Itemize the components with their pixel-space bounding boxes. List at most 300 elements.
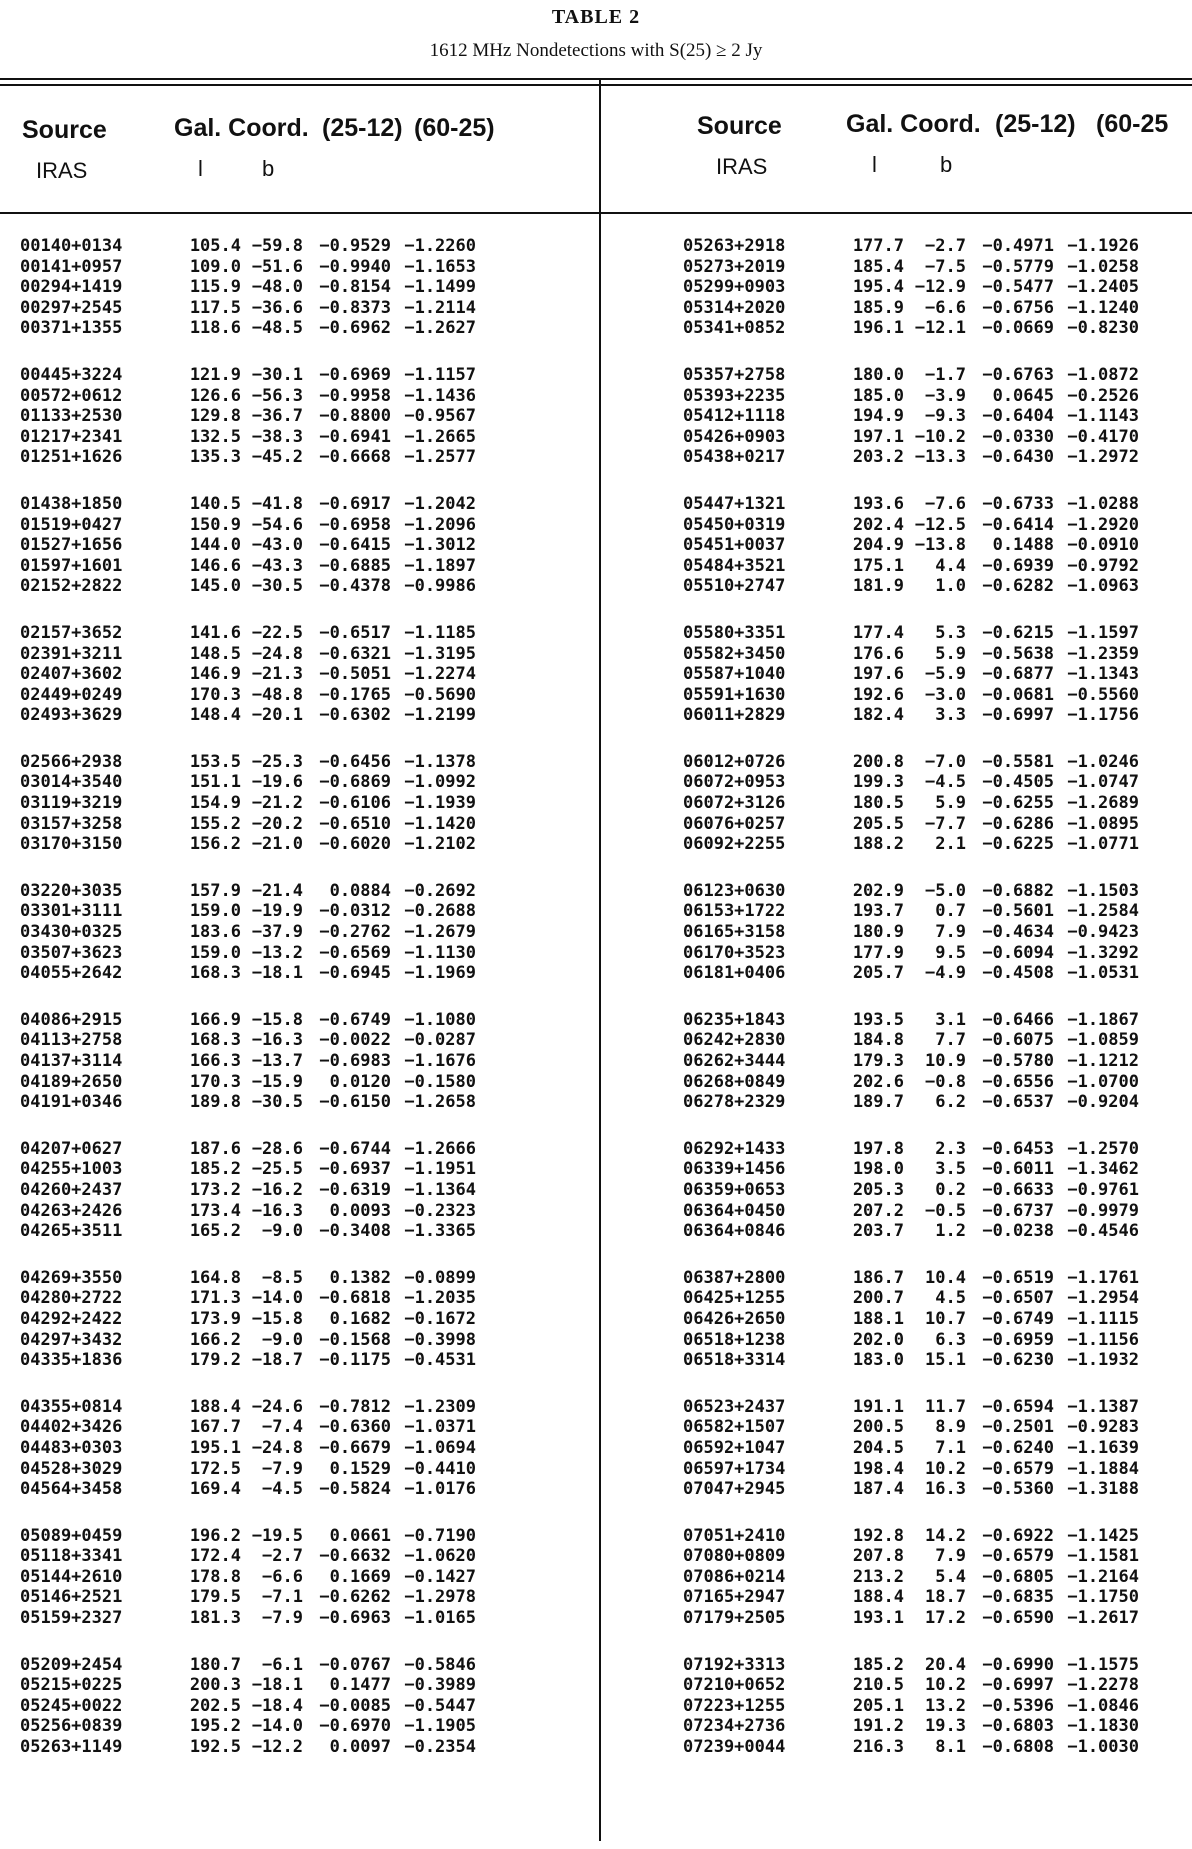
gal-l-cell: 203.2 xyxy=(852,447,904,468)
gal-b-cell: −0.8 xyxy=(925,1071,966,1092)
color-60-25-cell: −1.1951 xyxy=(404,1159,476,1180)
source-cell: 02157+3652 xyxy=(20,622,123,643)
row-group xyxy=(20,1139,580,1242)
color-25-12-cell: −0.6286 xyxy=(982,813,1054,834)
gal-l-cell: 200.7 xyxy=(852,1288,904,1309)
color-60-25-cell: −1.1499 xyxy=(404,277,476,298)
source-cell: 00294+1419 xyxy=(20,277,123,298)
gal-l-cell: 205.5 xyxy=(852,813,904,834)
table-row xyxy=(20,901,580,922)
color-60-25-cell: −1.0771 xyxy=(1067,834,1139,855)
table-row xyxy=(683,901,1188,922)
color-60-25-cell: −1.1143 xyxy=(1067,406,1139,427)
color-25-12-cell: −0.6579 xyxy=(982,1546,1054,1567)
color-25-12-cell: −0.6150 xyxy=(319,1092,391,1113)
gal-b-cell: −41.8 xyxy=(251,493,303,514)
gal-b-cell: 20.4 xyxy=(925,1654,966,1675)
gal-l-cell: 185.2 xyxy=(852,1654,904,1675)
gal-b-cell: 7.9 xyxy=(935,922,966,943)
header-color-60-25-right: (60-25 xyxy=(1096,110,1169,138)
gal-l-cell: 126.6 xyxy=(189,385,241,406)
color-25-12-cell: 0.0884 xyxy=(329,880,391,901)
color-25-12-cell: −0.6302 xyxy=(319,705,391,726)
gal-b-cell: −7.4 xyxy=(262,1417,303,1438)
color-25-12-cell: −0.6106 xyxy=(319,793,391,814)
gal-b-cell: −7.5 xyxy=(925,256,966,277)
gal-b-cell: −10.2 xyxy=(914,426,966,447)
source-cell: 04191+0346 xyxy=(20,1092,123,1113)
source-cell: 06292+1433 xyxy=(683,1138,786,1159)
color-60-25-cell: −0.9204 xyxy=(1067,1092,1139,1113)
color-25-12-cell: −0.3408 xyxy=(319,1221,391,1242)
source-cell: 04263+2426 xyxy=(20,1200,123,1221)
gal-l-cell: 166.3 xyxy=(189,1051,241,1071)
gal-b-cell: −13.3 xyxy=(914,447,966,468)
source-cell: 01438+1850 xyxy=(20,493,123,514)
gal-b-cell: −30.5 xyxy=(251,576,303,597)
gal-l-cell: 202.9 xyxy=(852,880,904,901)
gal-b-cell: −2.7 xyxy=(262,1546,303,1567)
gal-b-cell: −59.8 xyxy=(251,236,303,256)
source-cell: 06278+2329 xyxy=(683,1092,786,1113)
table-subtitle: 1612 MHz Nondetections with S(25) ≥ 2 Jy xyxy=(429,40,763,61)
gal-l-cell: 175.1 xyxy=(852,555,904,576)
table-row xyxy=(683,623,1188,644)
gal-b-cell: 5.9 xyxy=(935,793,966,814)
gal-l-cell: 205.1 xyxy=(852,1695,904,1716)
source-cell: 06076+0257 xyxy=(683,813,786,834)
header-color-25-12-right: (25-12) xyxy=(995,110,1076,138)
gal-b-cell: −1.7 xyxy=(925,364,966,385)
color-25-12-cell: −0.6885 xyxy=(319,555,391,576)
gal-b-cell: 6.2 xyxy=(935,1092,966,1113)
gal-b-cell: −19.5 xyxy=(251,1525,303,1546)
color-25-12-cell: −0.6594 xyxy=(982,1396,1054,1417)
gal-l-cell: 173.9 xyxy=(189,1308,241,1329)
column-divider xyxy=(599,78,601,1841)
color-60-25-cell: −1.1676 xyxy=(404,1051,476,1071)
gal-b-cell: −48.8 xyxy=(251,684,303,705)
gal-l-cell: 184.8 xyxy=(852,1030,904,1051)
color-60-25-cell: −1.2920 xyxy=(1067,514,1139,535)
gal-l-cell: 195.2 xyxy=(189,1716,241,1737)
color-60-25-cell: −1.0992 xyxy=(404,772,476,793)
gal-l-cell: 200.3 xyxy=(189,1675,241,1696)
gal-l-cell: 169.4 xyxy=(189,1479,241,1500)
color-60-25-cell: −1.2359 xyxy=(1067,643,1139,664)
gal-l-cell: 183.6 xyxy=(189,922,241,943)
color-60-25-cell: −1.2577 xyxy=(404,447,476,468)
header-color-60-25: (60-25) xyxy=(414,114,495,142)
source-cell: 03301+3111 xyxy=(20,901,123,922)
gal-b-cell: −36.6 xyxy=(251,297,303,318)
gal-b-cell: −4.5 xyxy=(925,772,966,793)
row-group xyxy=(20,881,580,984)
source-cell: 06597+1734 xyxy=(683,1458,786,1479)
color-60-25-cell: −1.2658 xyxy=(404,1092,476,1113)
color-25-12-cell: −0.6963 xyxy=(319,1608,391,1629)
source-cell: 05393+2235 xyxy=(683,385,786,406)
color-25-12-cell: −0.6969 xyxy=(319,364,391,385)
gal-b-cell: −21.0 xyxy=(251,834,303,855)
source-cell: 06268+0849 xyxy=(683,1071,786,1092)
gal-l-cell: 177.4 xyxy=(852,622,904,643)
gal-l-cell: 177.9 xyxy=(852,942,904,963)
gal-l-cell: 145.0 xyxy=(189,576,241,597)
color-60-25-cell: −0.2688 xyxy=(404,901,476,922)
table-row xyxy=(20,1459,580,1480)
table-row xyxy=(683,1030,1188,1051)
color-60-25-cell: −1.2405 xyxy=(1067,277,1139,298)
gal-l-cell: 180.7 xyxy=(189,1654,241,1675)
color-25-12-cell: 0.1682 xyxy=(329,1308,391,1329)
gal-b-cell: −12.1 xyxy=(914,318,966,339)
source-cell: 06339+1456 xyxy=(683,1159,786,1180)
color-25-12-cell: −0.0681 xyxy=(982,684,1054,705)
header-bottom-rule xyxy=(0,212,1192,214)
gal-l-cell: 109.0 xyxy=(189,256,241,277)
source-cell: 07234+2736 xyxy=(683,1716,786,1737)
color-60-25-cell: −1.2570 xyxy=(1067,1138,1139,1159)
gal-l-cell: 176.6 xyxy=(852,643,904,664)
gal-b-cell: −24.8 xyxy=(251,1437,303,1458)
gal-b-cell: 11.7 xyxy=(925,1396,966,1417)
color-25-12-cell: −0.6404 xyxy=(982,406,1054,427)
color-25-12-cell: 0.1488 xyxy=(992,535,1054,556)
source-cell: 06364+0450 xyxy=(683,1200,786,1221)
table-row xyxy=(20,1696,580,1717)
table-row xyxy=(20,1330,580,1351)
source-cell: 06012+0726 xyxy=(683,751,786,772)
gal-b-cell: 8.1 xyxy=(935,1737,966,1758)
color-25-12-cell: −0.6917 xyxy=(319,493,391,514)
header-color-25-12: (25-12) xyxy=(322,114,403,142)
table-row xyxy=(683,943,1188,964)
gal-l-cell: 164.8 xyxy=(189,1267,241,1288)
gal-l-cell: 188.4 xyxy=(189,1396,241,1417)
table-row xyxy=(20,406,580,427)
color-60-25-cell: −1.2978 xyxy=(404,1587,476,1608)
table-row xyxy=(20,1567,580,1588)
gal-b-cell: 2.1 xyxy=(935,834,966,855)
row-group xyxy=(683,365,1188,468)
gal-b-cell: 0.2 xyxy=(935,1179,966,1200)
gal-b-cell: 7.1 xyxy=(935,1437,966,1458)
color-60-25-cell: −1.1343 xyxy=(1067,664,1139,685)
color-60-25-cell: −1.1897 xyxy=(404,555,476,576)
color-25-12-cell: −0.6255 xyxy=(982,793,1054,814)
source-cell: 05273+2019 xyxy=(683,256,786,277)
gal-b-cell: 2.3 xyxy=(935,1138,966,1159)
table-row xyxy=(683,427,1188,448)
gal-l-cell: 179.2 xyxy=(189,1350,241,1371)
source-cell: 05591+1630 xyxy=(683,684,786,705)
color-60-25-cell: −1.1080 xyxy=(404,1009,476,1030)
color-25-12-cell: −0.6240 xyxy=(982,1437,1054,1458)
color-60-25-cell: −1.1185 xyxy=(404,622,476,643)
color-60-25-cell: −1.1750 xyxy=(1067,1587,1139,1608)
gal-l-cell: 205.3 xyxy=(852,1179,904,1200)
color-25-12-cell: −0.6517 xyxy=(319,622,391,643)
row-group xyxy=(683,236,1188,339)
color-60-25-cell: −0.4170 xyxy=(1067,426,1139,447)
table-row xyxy=(20,623,580,644)
color-25-12-cell: −0.6959 xyxy=(982,1329,1054,1350)
gal-l-cell: 187.4 xyxy=(852,1479,904,1500)
source-cell: 04137+3114 xyxy=(20,1051,123,1071)
color-25-12-cell: −0.6749 xyxy=(319,1009,391,1030)
source-cell: 05426+0903 xyxy=(683,426,786,447)
gal-b-cell: −25.3 xyxy=(251,751,303,772)
row-group xyxy=(683,1139,1188,1242)
color-25-12-cell: −0.5396 xyxy=(982,1695,1054,1716)
table-row xyxy=(683,494,1188,515)
color-60-25-cell: −1.2096 xyxy=(404,514,476,535)
source-cell: 06359+0653 xyxy=(683,1179,786,1200)
table-row xyxy=(683,406,1188,427)
source-cell: 07047+2945 xyxy=(683,1479,786,1500)
color-25-12-cell: −0.8373 xyxy=(319,297,391,318)
source-cell: 06518+3314 xyxy=(683,1350,786,1371)
gal-l-cell: 121.9 xyxy=(189,364,241,385)
gal-b-cell: 10.2 xyxy=(925,1675,966,1696)
color-25-12-cell: −0.6415 xyxy=(319,535,391,556)
table-row xyxy=(20,922,580,943)
table-row xyxy=(683,277,1188,298)
gal-b-cell: −28.6 xyxy=(251,1138,303,1159)
source-cell: 04055+2642 xyxy=(20,963,123,984)
color-25-12-cell: 0.0097 xyxy=(329,1737,391,1758)
color-25-12-cell: −0.0669 xyxy=(982,318,1054,339)
color-25-12-cell: −0.1568 xyxy=(319,1329,391,1350)
source-cell: 07223+1255 xyxy=(683,1695,786,1716)
source-cell: 06425+1255 xyxy=(683,1288,786,1309)
color-60-25-cell: −1.0531 xyxy=(1067,963,1139,984)
source-cell: 04189+2650 xyxy=(20,1071,123,1092)
color-60-25-cell: −1.0700 xyxy=(1067,1071,1139,1092)
table-row xyxy=(683,1737,1188,1758)
table-row xyxy=(683,1546,1188,1567)
gal-l-cell: 192.6 xyxy=(852,684,904,705)
color-60-25-cell: −1.2102 xyxy=(404,834,476,855)
color-25-12-cell: −0.7812 xyxy=(319,1396,391,1417)
table-row xyxy=(683,793,1188,814)
gal-b-cell: −14.0 xyxy=(251,1288,303,1309)
gal-l-cell: 213.2 xyxy=(852,1566,904,1587)
gal-l-cell: 172.4 xyxy=(189,1546,241,1567)
row-group xyxy=(683,1268,1188,1371)
source-cell: 02449+0249 xyxy=(20,684,123,705)
gal-b-cell: 5.4 xyxy=(935,1566,966,1587)
gal-b-cell: 0.7 xyxy=(935,901,966,922)
color-25-12-cell: −0.6756 xyxy=(982,297,1054,318)
table-title: TABLE 2 xyxy=(551,6,641,28)
color-60-25-cell: −1.2199 xyxy=(404,705,476,726)
table-row xyxy=(20,963,580,984)
color-25-12-cell: −0.6094 xyxy=(982,942,1054,963)
source-cell: 07086+0214 xyxy=(683,1566,786,1587)
color-60-25-cell: −1.1425 xyxy=(1067,1525,1139,1546)
color-60-25-cell: −0.0287 xyxy=(404,1030,476,1051)
gal-b-cell: −7.9 xyxy=(262,1608,303,1629)
row-group xyxy=(683,881,1188,984)
gal-b-cell: −45.2 xyxy=(251,447,303,468)
gal-l-cell: 187.6 xyxy=(189,1138,241,1159)
source-cell: 06523+2437 xyxy=(683,1396,786,1417)
color-60-25-cell: −1.2972 xyxy=(1067,447,1139,468)
table-row xyxy=(683,257,1188,278)
source-cell: 06387+2800 xyxy=(683,1267,786,1288)
table-row xyxy=(20,1737,580,1758)
color-60-25-cell: −1.3195 xyxy=(404,643,476,664)
table-row xyxy=(683,1459,1188,1480)
color-60-25-cell: −1.0030 xyxy=(1067,1737,1139,1758)
color-60-25-cell: −1.1932 xyxy=(1067,1350,1139,1371)
gal-l-cell: 172.5 xyxy=(189,1458,241,1479)
color-25-12-cell: −0.6321 xyxy=(319,643,391,664)
gal-l-cell: 170.3 xyxy=(189,1071,241,1092)
color-60-25-cell: −1.0176 xyxy=(404,1479,476,1500)
color-25-12-cell: −0.6262 xyxy=(319,1587,391,1608)
table-row xyxy=(683,685,1188,706)
gal-l-cell: 197.6 xyxy=(852,664,904,685)
color-60-25-cell: −1.1212 xyxy=(1067,1051,1139,1071)
gal-l-cell: 202.4 xyxy=(852,514,904,535)
gal-l-cell: 197.1 xyxy=(852,426,904,447)
gal-b-cell: −7.7 xyxy=(925,813,966,834)
gal-l-cell: 179.5 xyxy=(189,1587,241,1608)
color-25-12-cell: −0.6590 xyxy=(982,1608,1054,1629)
color-60-25-cell: −1.0371 xyxy=(404,1417,476,1438)
source-cell: 06011+2829 xyxy=(683,705,786,726)
source-cell: 03119+3219 xyxy=(20,793,123,814)
source-cell: 04402+3426 xyxy=(20,1417,123,1438)
color-60-25-cell: −1.1387 xyxy=(1067,1396,1139,1417)
header-l: l xyxy=(198,156,203,181)
right-data-panel xyxy=(683,236,1188,1784)
color-60-25-cell: −1.2278 xyxy=(1067,1675,1139,1696)
color-25-12-cell: −0.6011 xyxy=(982,1159,1054,1180)
gal-b-cell: −20.2 xyxy=(251,813,303,834)
color-60-25-cell: −1.2309 xyxy=(404,1396,476,1417)
table-row xyxy=(683,1587,1188,1608)
color-60-25-cell: −0.9986 xyxy=(404,576,476,597)
gal-b-cell: 5.9 xyxy=(935,643,966,664)
source-cell: 05510+2747 xyxy=(683,576,786,597)
color-25-12-cell: −0.9940 xyxy=(319,256,391,277)
source-cell: 04207+0627 xyxy=(20,1138,123,1159)
color-25-12-cell: 0.1382 xyxy=(329,1267,391,1288)
table-row xyxy=(20,1546,580,1567)
table-row xyxy=(683,365,1188,386)
table-row xyxy=(683,772,1188,793)
color-25-12-cell: −0.8154 xyxy=(319,277,391,298)
gal-l-cell: 204.9 xyxy=(852,535,904,556)
table-row xyxy=(20,1268,580,1289)
table-row xyxy=(683,1330,1188,1351)
color-60-25-cell: −1.1436 xyxy=(404,385,476,406)
table-row xyxy=(683,535,1188,556)
color-25-12-cell: −0.9529 xyxy=(319,236,391,256)
table-row xyxy=(20,1587,580,1608)
source-cell: 05357+2758 xyxy=(683,364,786,385)
gal-l-cell: 185.4 xyxy=(852,256,904,277)
gal-b-cell: −9.0 xyxy=(262,1329,303,1350)
source-cell: 06242+2830 xyxy=(683,1030,786,1051)
color-60-25-cell: −0.4410 xyxy=(404,1458,476,1479)
gal-l-cell: 155.2 xyxy=(189,813,241,834)
source-cell: 05484+3521 xyxy=(683,555,786,576)
gal-l-cell: 188.2 xyxy=(852,834,904,855)
color-25-12-cell: −0.6869 xyxy=(319,772,391,793)
color-25-12-cell: −0.6882 xyxy=(982,880,1054,901)
color-25-12-cell: −0.6733 xyxy=(982,493,1054,514)
color-25-12-cell: −0.6749 xyxy=(982,1308,1054,1329)
row-group xyxy=(683,1526,1188,1629)
gal-l-cell: 186.7 xyxy=(852,1267,904,1288)
source-cell: 05587+1040 xyxy=(683,664,786,685)
gal-b-cell: −8.5 xyxy=(262,1267,303,1288)
gal-b-cell: 10.9 xyxy=(925,1051,966,1071)
table-row xyxy=(20,1051,580,1072)
table-row xyxy=(20,535,580,556)
color-60-25-cell: −0.9423 xyxy=(1067,922,1139,943)
color-60-25-cell: −1.3012 xyxy=(404,535,476,556)
gal-l-cell: 141.6 xyxy=(189,622,241,643)
source-cell: 04297+3432 xyxy=(20,1329,123,1350)
table-row xyxy=(20,644,580,665)
header-source: Source xyxy=(22,116,107,144)
color-60-25-cell: −1.1884 xyxy=(1067,1458,1139,1479)
source-cell: 00371+1355 xyxy=(20,318,123,339)
source-cell: 01133+2530 xyxy=(20,406,123,427)
color-25-12-cell: −0.6456 xyxy=(319,751,391,772)
color-25-12-cell: −0.6737 xyxy=(982,1200,1054,1221)
source-cell: 05341+0852 xyxy=(683,318,786,339)
table-row xyxy=(683,752,1188,773)
gal-l-cell: 191.2 xyxy=(852,1716,904,1737)
color-60-25-cell: −1.2114 xyxy=(404,297,476,318)
table-row xyxy=(683,1092,1188,1113)
color-25-12-cell: 0.1669 xyxy=(329,1566,391,1587)
gal-b-cell: −0.5 xyxy=(925,1200,966,1221)
color-60-25-cell: −1.0859 xyxy=(1067,1030,1139,1051)
gal-l-cell: 195.1 xyxy=(189,1437,241,1458)
color-25-12-cell: 0.1477 xyxy=(329,1675,391,1696)
gal-l-cell: 173.2 xyxy=(189,1179,241,1200)
gal-b-cell: −18.1 xyxy=(251,963,303,984)
color-25-12-cell: −0.6744 xyxy=(319,1138,391,1159)
color-60-25-cell: −1.1653 xyxy=(404,256,476,277)
gal-l-cell: 140.5 xyxy=(189,493,241,514)
color-25-12-cell: −0.9958 xyxy=(319,385,391,406)
color-25-12-cell: −0.6537 xyxy=(982,1092,1054,1113)
color-60-25-cell: −1.1575 xyxy=(1067,1654,1139,1675)
color-60-25-cell: −1.2584 xyxy=(1067,901,1139,922)
color-25-12-cell: −0.6519 xyxy=(982,1267,1054,1288)
gal-b-cell: −21.3 xyxy=(251,664,303,685)
color-60-25-cell: −1.3188 xyxy=(1067,1479,1139,1500)
color-25-12-cell: −0.1175 xyxy=(319,1350,391,1371)
color-25-12-cell: −0.6970 xyxy=(319,1716,391,1737)
color-25-12-cell: −0.6430 xyxy=(982,447,1054,468)
gal-l-cell: 195.4 xyxy=(852,277,904,298)
row-group xyxy=(683,1010,1188,1113)
table-row xyxy=(683,814,1188,835)
source-cell: 04355+0814 xyxy=(20,1396,123,1417)
color-60-25-cell: −0.1580 xyxy=(404,1071,476,1092)
gal-l-cell: 165.2 xyxy=(189,1221,241,1242)
